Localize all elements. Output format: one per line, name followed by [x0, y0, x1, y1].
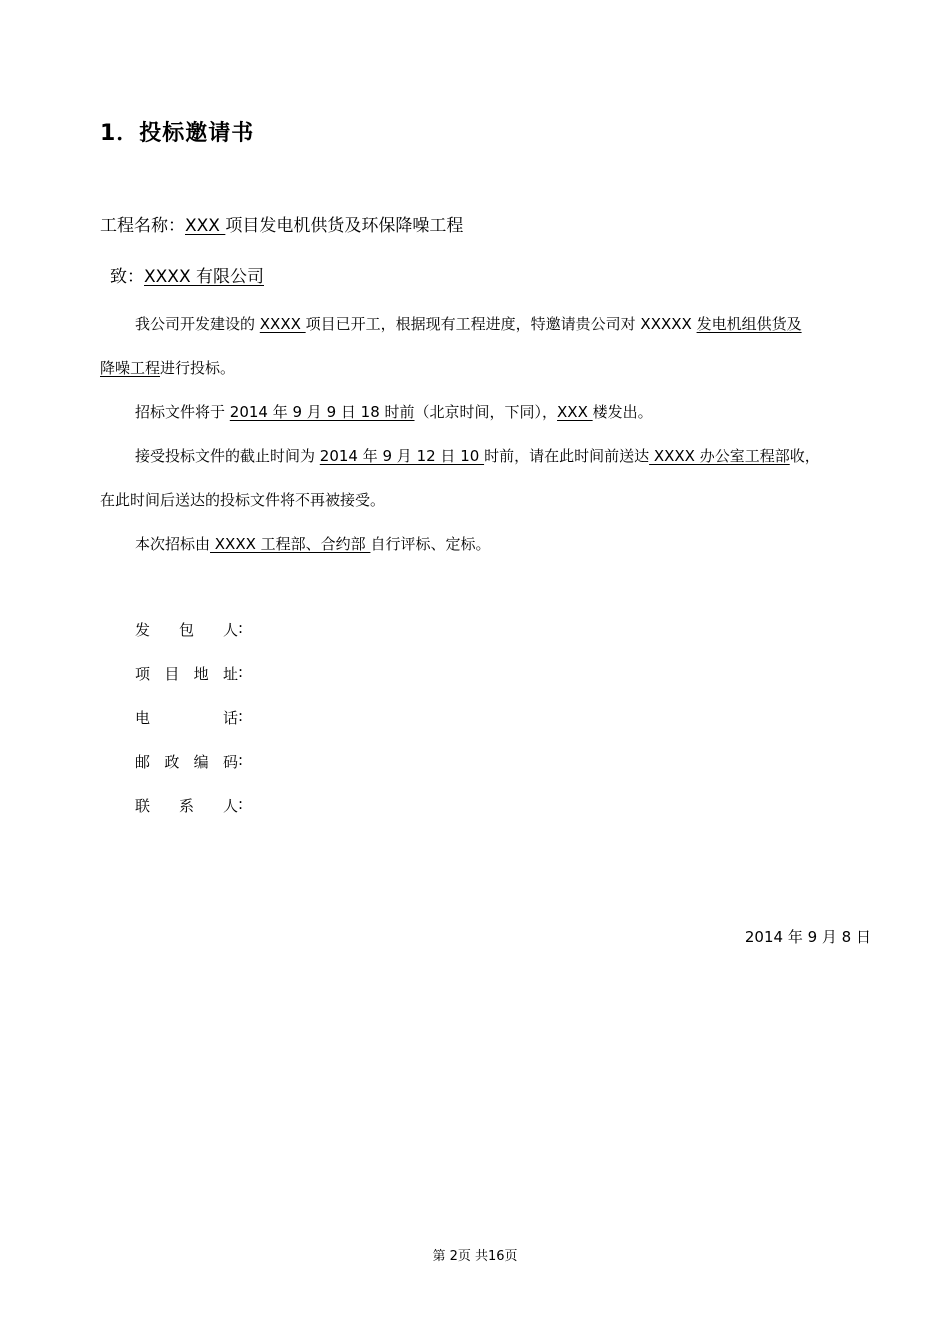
text-segment: （北京时间，下同）， — [414, 403, 558, 421]
project-name: XXX — [185, 216, 226, 236]
text-segment: 项目已开工，根据现有工程进度，特邀请贵公司对 XXXXX — [305, 315, 697, 333]
delivery-office: XXXX 办公室工程部 — [649, 447, 790, 465]
info-row-contact — [135, 795, 243, 816]
text-segment: 招标文件将于 — [135, 403, 230, 421]
label-char: 目 — [164, 665, 180, 683]
project-name-line — [100, 211, 463, 236]
info-row-contractor — [135, 619, 243, 640]
paragraph-3-line-1 — [135, 445, 820, 466]
scope-underlined: 发电机组供货及 — [696, 315, 802, 333]
text-segment: 进行投标。 — [160, 359, 236, 377]
label-char: 联 — [135, 797, 151, 815]
label-colon: : — [238, 751, 244, 769]
label-char: 人 — [222, 621, 238, 639]
label-char: 包 — [178, 621, 194, 639]
info-label — [135, 619, 238, 640]
document-title: 1．投标邀请书 — [100, 121, 255, 146]
text-segment: 本次招标由 — [135, 535, 211, 553]
label-char: 电 — [135, 709, 151, 727]
issue-date: 2014 年 9 月 9 日 18 时前 — [229, 403, 415, 421]
info-row-postcode — [135, 751, 243, 772]
text-segment: 楼发出。 — [592, 403, 653, 421]
text-segment: 时前，请在此时间前送达 — [484, 447, 650, 465]
label-char: 址 — [222, 665, 238, 683]
label-colon: : — [238, 795, 244, 813]
recipient-label: 致： — [110, 267, 144, 287]
info-label — [135, 663, 238, 684]
info-row-address — [135, 663, 243, 684]
project-code: XXXX — [259, 315, 306, 333]
info-label — [135, 707, 238, 728]
text-segment: 收， — [789, 447, 820, 465]
recipient-name: XXXX 有限公司 — [144, 267, 264, 287]
project-label: 工程名称： — [100, 216, 185, 236]
building-name: XXX — [557, 403, 593, 421]
label-colon: : — [238, 707, 244, 725]
paragraph-4 — [135, 533, 490, 554]
text-segment: 自行评标、定标。 — [370, 535, 491, 553]
label-char: 项 — [135, 665, 151, 683]
deadline-date: 2014 年 9 月 12 日 10 — [319, 447, 485, 465]
label-char: 人 — [222, 797, 238, 815]
info-label — [135, 751, 238, 772]
paragraph-1-line-1 — [135, 313, 802, 334]
label-char: 政 — [164, 753, 180, 771]
recipient-line — [110, 262, 264, 287]
label-colon: : — [238, 663, 244, 681]
label-char: 话 — [222, 709, 238, 727]
letter-date: 2014 年 9 月 8 日 — [744, 928, 871, 946]
scope-underlined: 降噪工程 — [100, 359, 161, 377]
label-char: 编 — [193, 753, 209, 771]
paragraph-1-line-2 — [100, 357, 235, 378]
label-char: 邮 — [135, 753, 151, 771]
page-footer: 第 2页 共16页 — [432, 1249, 518, 1264]
paragraph-3-line-2: 在此时间后送达的投标文件将不再被接受。 — [100, 491, 386, 509]
info-label — [135, 795, 238, 816]
label-char: 发 — [135, 621, 151, 639]
paragraph-2 — [135, 401, 653, 422]
label-char: 系 — [178, 797, 194, 815]
label-colon: : — [238, 619, 244, 637]
text-segment: 我公司开发建设的 — [135, 315, 260, 333]
text-segment: 接受投标文件的截止时间为 — [135, 447, 320, 465]
info-row-phone — [135, 707, 243, 728]
label-char: 地 — [193, 665, 209, 683]
label-char: 码 — [222, 753, 238, 771]
evaluating-department: XXXX 工程部、合约部 — [210, 535, 371, 553]
project-name-rest: 项目发电机供货及环保降噪工程 — [225, 216, 464, 236]
